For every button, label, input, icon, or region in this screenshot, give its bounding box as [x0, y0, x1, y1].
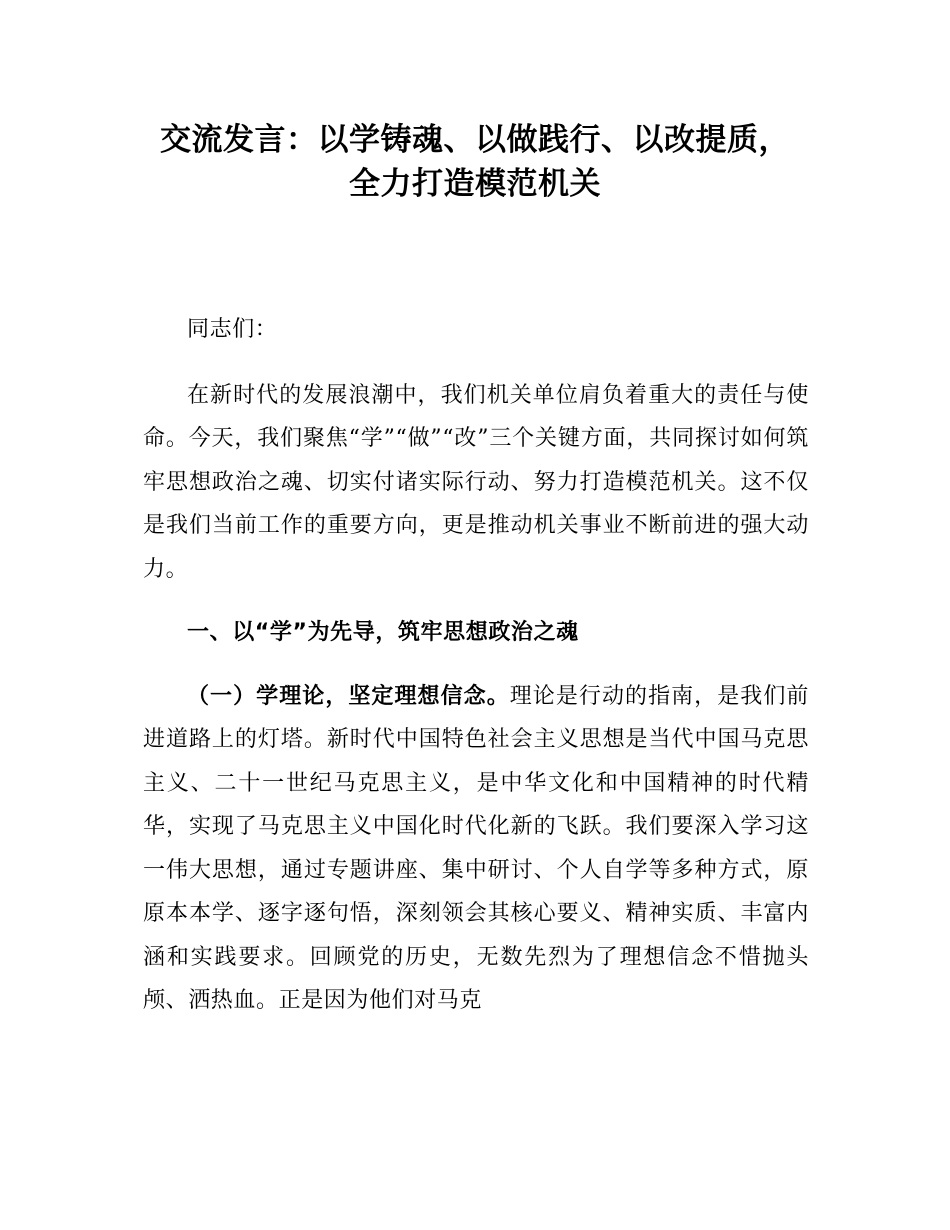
- paragraph-intro: 在新时代的发展浪潮中，我们机关单位肩负着重大的责任与使命。今天，我们聚焦“学”“做”“改”三个关键方面，共同探讨如何筑牢思想政治之魂、切实付诸实际行动、努力打造模范机关。这不仅是我们当前工作的重要方向，更是推动机关事业不断前进的强大动力。: [143, 382, 809, 582]
- section-heading: 一、以“学”为先导，筑牢思想政治之魂: [187, 620, 579, 645]
- title-line-1: 交流发言：以学铸魂、以做践行、以改提质，: [160, 122, 790, 158]
- title-line-2: 全力打造模范机关: [349, 166, 601, 202]
- subsection-text: 理论是行动的指南，是我们前进道路上的灯塔。新时代中国特色社会主义思想是当代中国马克思主义、二十一世纪马克思主义，是中华文化和中国精神的时代精华，实现了马克思主义中国化时代化新的飞跃。我们要深入学习这一伟大思想，通过专题讲座、集中研讨、个人自学等多种方式，原原本本学、逐字逐句悟，深刻领会其核心要义、精神实质、丰富内涵和实践要求。回顾党的历史，无数先烈为了理想信念不惜抛头颅、洒热血。正是因为他们对马克: [143, 683, 809, 1013]
- subsection-paragraph: [143, 675, 809, 1023]
- document-title: [110, 118, 840, 206]
- subsection-heading: （一）学理论，坚定理想信念。: [187, 683, 510, 709]
- document-body: [143, 308, 809, 1023]
- greeting: 同志们：: [187, 317, 278, 342]
